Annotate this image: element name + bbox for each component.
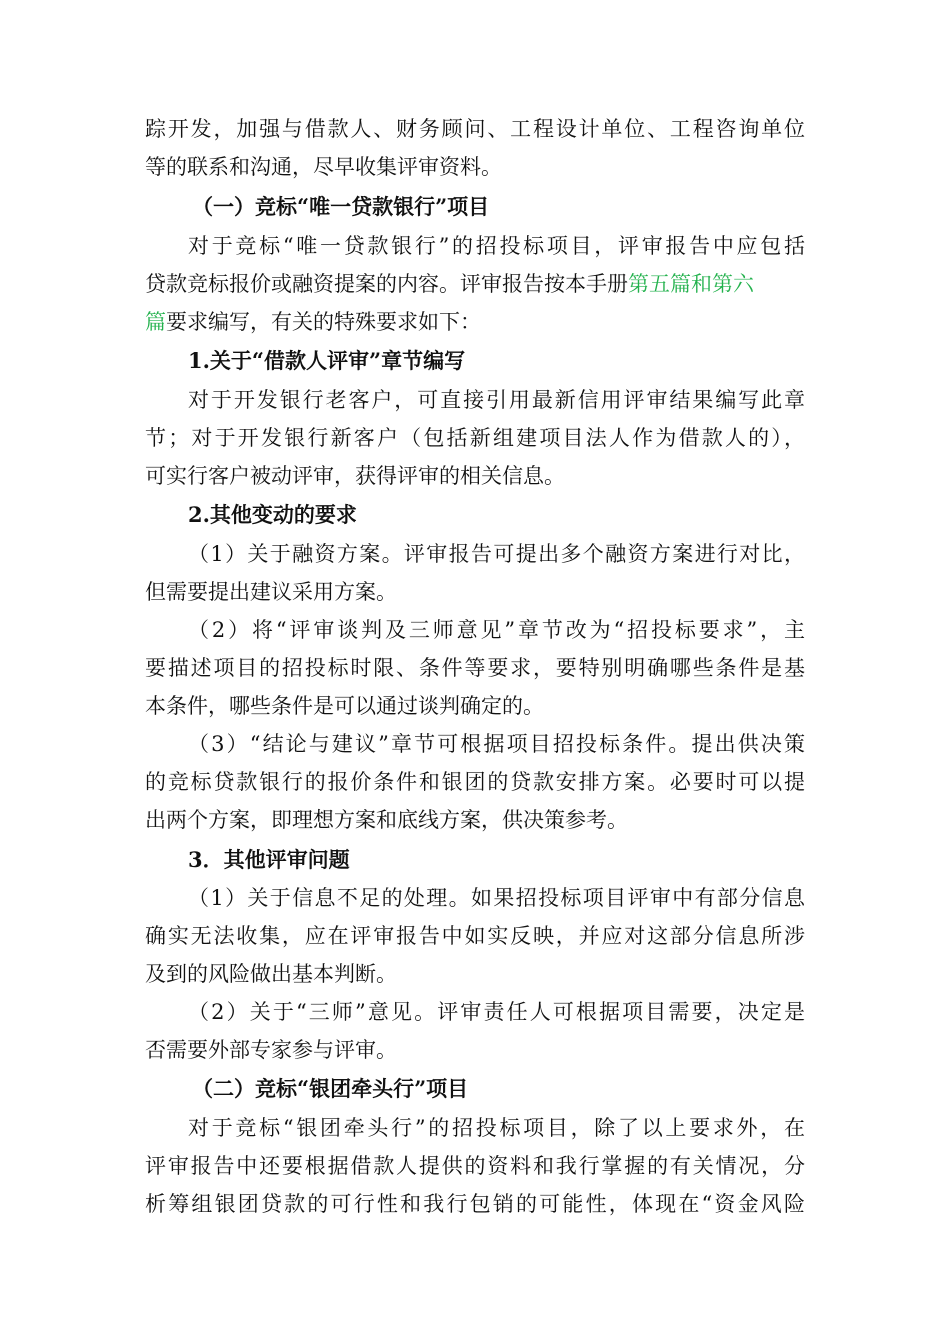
paragraph-line: 但需要提出建议采用方案。 bbox=[145, 580, 397, 604]
paragraph-line: 评审报告中还要根据借款人提供的资料和我行掌握的有关情况，分 bbox=[145, 1154, 805, 1178]
paragraph-line: 出两个方案，即理想方案和底线方案，供决策参考。 bbox=[145, 808, 628, 832]
paragraph-text: 贷款竞标报价或融资提案的内容。评审报告按本手册 bbox=[145, 272, 628, 296]
paragraph-line: 否需要外部专家参与评审。 bbox=[145, 1038, 397, 1062]
paragraph-line: 本条件，哪些条件是可以通过谈判确定的。 bbox=[145, 694, 544, 718]
paragraph-line bbox=[145, 305, 805, 339]
paragraph-line: 及到的风险做出基本判断。 bbox=[145, 962, 397, 986]
paragraph-line: （3）“结论与建议”章节可根据项目招投标条件。提出供决策 bbox=[188, 732, 805, 756]
paragraph-line: （2）将“评审谈判及三师意见”章节改为“招投标要求”，主 bbox=[188, 618, 805, 642]
paragraph-line: 等的联系和沟通，尽早收集评审资料。 bbox=[145, 155, 502, 179]
paragraph-line: 对于竞标“银团牵头行”的招投标项目，除了以上要求外，在 bbox=[188, 1116, 805, 1140]
subsection-heading: 1.关于“借款人评审”章节编写 bbox=[188, 348, 466, 373]
paragraph-text: 要求编写，有关的特殊要求如下： bbox=[166, 310, 481, 334]
paragraph-line: 对于开发银行老客户，可直接引用最新信用评审结果编写此章 bbox=[188, 388, 805, 412]
section-heading: （一）竞标“唯一贷款银行”项目 bbox=[192, 194, 490, 219]
paragraph-line: 可实行客户被动评审，获得评审的相关信息。 bbox=[145, 464, 565, 488]
paragraph-line: （2）关于“三师”意见。评审责任人可根据项目需要，决定是 bbox=[188, 1000, 805, 1024]
paragraph-line: 析筹组银团贷款的可行性和我行包销的可能性，体现在“资金风险 bbox=[145, 1192, 805, 1216]
paragraph-line: 节；对于开发银行新客户（包括新组建项目法人作为借款人的）， bbox=[145, 426, 805, 450]
subsection-heading: 3．其他评审问题 bbox=[188, 847, 350, 872]
paragraph-line: 确实无法收集，应在评审报告中如实反映，并应对这部分信息所涉 bbox=[145, 924, 805, 948]
reference-link[interactable]: 第五篇和第六 bbox=[628, 272, 754, 296]
paragraph-line: 对于竞标“唯一贷款银行”的招投标项目，评审报告中应包括 bbox=[188, 234, 805, 258]
paragraph-line: 踪开发，加强与借款人、财务顾问、工程设计单位、工程咨询单位 bbox=[145, 117, 805, 141]
reference-link[interactable]: 篇 bbox=[145, 310, 166, 334]
section-heading: （二）竞标“银团牵头行”项目 bbox=[192, 1076, 469, 1101]
paragraph-line: 的竞标贷款银行的报价条件和银团的贷款安排方案。必要时可以提 bbox=[145, 770, 805, 794]
paragraph-line: （1）关于融资方案。评审报告可提出多个融资方案进行对比， bbox=[188, 542, 805, 566]
paragraph-line: 要描述项目的招投标时限、条件等要求，要特别明确哪些条件是基 bbox=[145, 656, 805, 680]
paragraph-line: （1）关于信息不足的处理。如果招投标项目评审中有部分信息 bbox=[188, 886, 805, 910]
paragraph-line bbox=[145, 267, 805, 301]
subsection-heading: 2.其他变动的要求 bbox=[188, 502, 357, 527]
